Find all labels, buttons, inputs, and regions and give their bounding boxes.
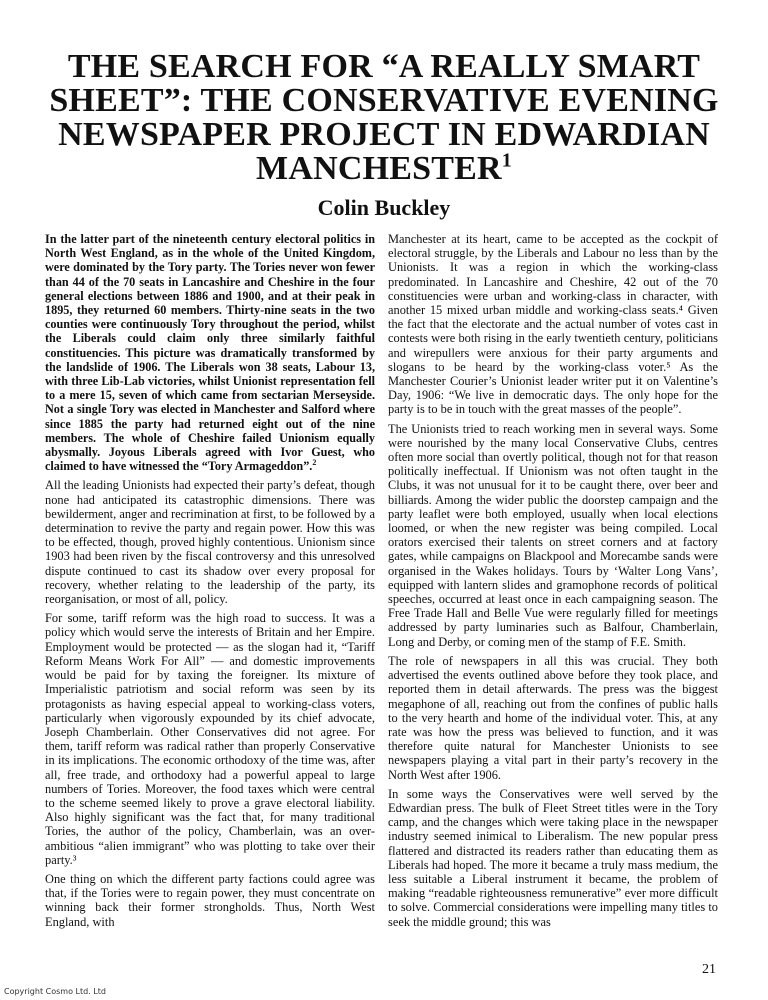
- author-byline: Colin Buckley: [317, 195, 451, 220]
- article-title: [40, 50, 728, 186]
- body-paragraph: All the leading Unionists had expected their party’s defeat, though none had anticipated its catastrophic dimensions. There was bewilderment, anger and recrimination at first, to be followed by a determination to revive the party and regain power. How this was to be effected, though, proved highly contentious. Unionism since 1903 had been riven by the fiscal controversy and this unresolved dispute continued to cast its shadow over every proposal for recovery, whether relating to the leadership of the party, its reorganisation, or most of all, policy.: [45, 478, 375, 607]
- body-paragraph: The Unionists tried to reach working men in several ways. Some were nourished by the many local Conservative Clubs, centres often more social than overtly political, though not for that reason politically ineffectual. If Unionism was not often taught in the Clubs, it was not unusual for it to be caught there, over beer and billiards. Among the wider public the doorstep campaign and the party leaflet were both employed, usually when local elections loomed, or when the new register was being compiled. Local orators exercised their talents on street corners and at factory gates, while campaigns on Blackpool and Morecambe sands were organised in the Wakes holidays. Tours by ‘Walter Long Vans’, equipped with lantern slides and gramophone records of political speeches, occurred at least once in each campaigning season. The Free Trade Hall and Belle Vue were regularly filled for meetings addressed by party luminaries such as Balfour, Chamberlain, Long and Derby, or coming men of the stamp of F.E. Smith.: [388, 421, 718, 649]
- page-number: 21: [702, 962, 716, 977]
- body-paragraph: For some, tariff reform was the high road to success. It was a policy which would serve the interests of Britain and her Empire. Employment would be protected — as the slogan had it, “Tariff Reform Means Work For All” — and domestic improvements would be paid for by taxing the foreigner. Its mixture of Imperialistic patriotism and social reform was seen by its protagonists as having especial appeal to working-class voters, particularly when vigorously expounded by its chief advocate, Joseph Chamberlain. Other Conservatives did not agree. For them, tariff reform was radical rather than properly Conservative in its implications. The economic orthodoxy of the time was, after all, free trade, and orthodoxy had a powerful appeal to large numbers of Tories. Moreover, the food taxes which were central to the scheme seemed likely to prove a grave electoral liability. Also highly significant was the fact that, for many traditional Tories, the author of the policy, Chamberlain, was an over-ambitious “alien immigrant” who was plotting to take over their party.³: [45, 611, 375, 867]
- body-paragraph: In some ways the Conservatives were well served by the Edwardian press. The bulk of Fleet Street titles were in the Tory camp, and the changes which were taking place in the newspaper industry seemed inimical to Liberalism. The new popular press flattered and distracted its readers rather than educating them as Liberals had hoped. The more it became a truly mass medium, the less suitable a Liberal instrument it became, the problem of making “readable righteousness remunerative” ever more difficult to solve. Commercial considerations were impelling many titles to seek the middle ground; this was: [388, 786, 718, 929]
- body-paragraph: The role of newspapers in all this was crucial. They both advertised the events outlined above before they took place, and reported them in detail afterwards. The press was the biggest megaphone of all, reaching out from the confines of public halls to the very hearth and home of the individual voter. This, at any rate was how the press was believed to function, and it was therefore quite natural for Manchester Unionists to see newspapers playing a vital part in their party’s recovery in the North West after 1906.: [388, 653, 718, 782]
- left-column: [45, 232, 375, 934]
- body-paragraph: Manchester at its heart, came to be accepted as the cockpit of electoral struggle, by the Liberals and Labour no less than by the Unionists. It was a region in which the working-class predominated. In Lancashire and Cheshire, 42 out of the 70 constituencies were urban and working-class in character, with another 15 mixed urban middle and working-class seats.⁴ Given the fact that the electorate and the actual number of votes cast in contests were both rising in the early twentieth century, politicians and wirepullers were anxious for their party arguments and slogans to be heard by the working-class voter.⁵ As the Manchester Courier’s Unionist leader writer put it on Valentine’s Day, 1906: “We live in democratic days. The only hope for the party is to be in touch with the great masses of the people”.: [388, 232, 718, 417]
- title-footnote-marker: 1: [501, 149, 512, 172]
- body-paragraph: One thing on which the different party factions could agree was that, if the Tories were to regain power, they must concentrate on winning back their former strongholds. Thus, North West England, with: [45, 871, 375, 929]
- intro-text: In the latter part of the nineteenth century electoral politics in North West England, as in the whole of the United Kingdom, were dominated by the Tory party. The Tories never won fewer than 44 of the 70 seats in Lancashire and Cheshire in the four general elections between 1886 and 1900, and at their peak in 1895, they returned 60 members. Thirty-nine seats in the two counties were continuously Tory throughout the period, whilst the Liberals could claim only three similarly faithful constituencies. This picture was dramatically transformed by the landslide of 1906. The Liberals won 38 seats, Labour 13, with three Lib-Lab victories, whilst Unionist representation fell to a mere 15, seven of which came from sectarian Merseyside. Not a single Tory was elected in Manchester and Salford where since 1885 the party had returned eight out of the nine members. The whole of Cheshire failed Unionism equally abysmally. Joyous Liberals agreed with Ivor Guest, who claimed to have witnessed the “Tory Armageddon”.: [45, 232, 375, 474]
- right-column: [388, 232, 718, 934]
- intro-paragraph: [45, 232, 375, 473]
- copyright-notice: Copyright Cosmo Ltd. Ltd: [4, 987, 106, 996]
- article-title-text: THE SEARCH FOR “A REALLY SMART SHEET”: THE CONSERVATIVE EVENING NEWSPAPER PROJECT IN EDWARDIAN MANCHESTER: [49, 48, 719, 187]
- intro-footnote-marker: 2: [312, 458, 317, 468]
